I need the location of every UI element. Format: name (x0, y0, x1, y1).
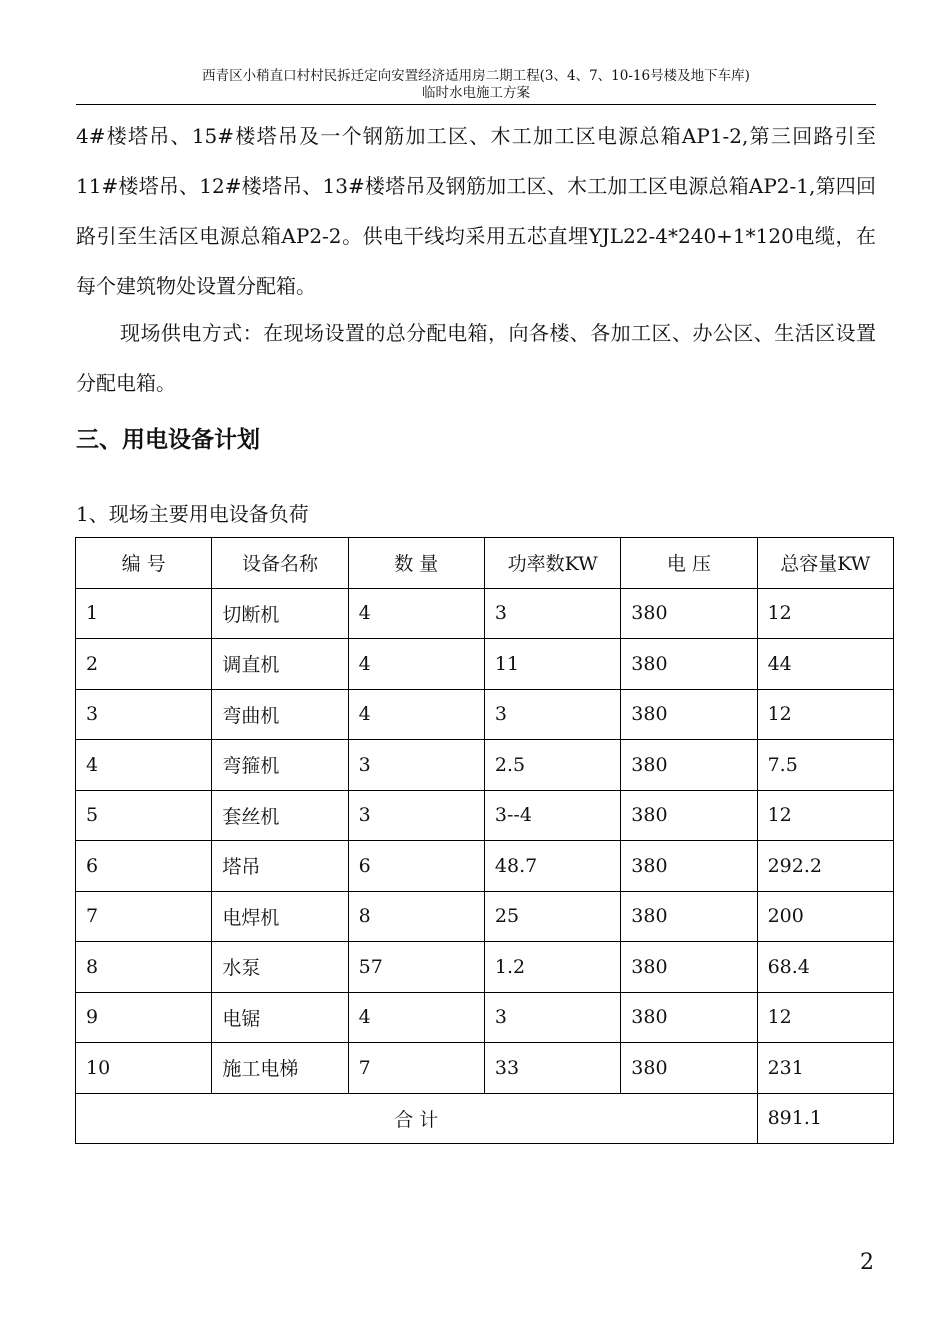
table-cell: 9 (76, 992, 212, 1043)
table-cell: 套丝机 (212, 790, 348, 841)
table-cell: 380 (621, 588, 757, 639)
table-cell: 调直机 (212, 639, 348, 690)
table-cell: 231 (757, 1043, 893, 1094)
table-cell: 7.5 (757, 740, 893, 791)
table-cell: 380 (621, 891, 757, 942)
table-cell: 25 (484, 891, 620, 942)
table-cell: 电锯 (212, 992, 348, 1043)
table-cell: 4 (348, 588, 484, 639)
table-row (76, 639, 894, 690)
table-cell: 380 (621, 790, 757, 841)
total-label: 合 计 (76, 1093, 758, 1144)
section-heading: 三、用电设备计划 (76, 427, 260, 453)
table-cell: 68.4 (757, 942, 893, 993)
header-cell: 电 压 (621, 538, 757, 589)
body-paragraph-2: 现场供电方式：在现场设置的总分配电箱，向各楼、各加工区、办公区、生活区设置分配电箱。 (76, 321, 876, 395)
header-doc-title: 临时水电施工方案 (422, 85, 530, 101)
table-cell: 380 (621, 1043, 757, 1094)
table-cell: 12 (757, 689, 893, 740)
header-divider (76, 104, 876, 105)
table-cell: 3 (484, 992, 620, 1043)
table-cell: 44 (757, 639, 893, 690)
header-cell: 设备名称 (212, 538, 348, 589)
table-cell: 4 (348, 689, 484, 740)
table-cell: 380 (621, 689, 757, 740)
table-cell: 3--4 (484, 790, 620, 841)
table-cell: 弯曲机 (212, 689, 348, 740)
table-cell: 切断机 (212, 588, 348, 639)
table-row (76, 689, 894, 740)
table-cell: 8 (76, 942, 212, 993)
table-cell: 8 (348, 891, 484, 942)
table-cell: 4 (348, 992, 484, 1043)
header-project-title: 西青区小稍直口村村民拆迁定向安置经济适用房二期工程(3、4、7、10-16号楼及地下车库) (202, 68, 750, 84)
table-cell: 380 (621, 942, 757, 993)
table-cell: 4 (348, 639, 484, 690)
table-cell: 电焊机 (212, 891, 348, 942)
table-cell: 12 (757, 992, 893, 1043)
table-cell: 57 (348, 942, 484, 993)
table-row (76, 588, 894, 639)
table-cell: 3 (76, 689, 212, 740)
table-cell: 380 (621, 639, 757, 690)
table-cell: 3 (484, 689, 620, 740)
table-cell: 施工电梯 (212, 1043, 348, 1094)
table-cell: 10 (76, 1043, 212, 1094)
table-cell: 1.2 (484, 942, 620, 993)
table-cell: 7 (348, 1043, 484, 1094)
table-row (76, 740, 894, 791)
table-cell: 380 (621, 740, 757, 791)
table-header-row (76, 538, 894, 589)
table-total-row (76, 1093, 894, 1144)
table-cell: 380 (621, 841, 757, 892)
table-cell: 2 (76, 639, 212, 690)
table-cell: 3 (484, 588, 620, 639)
header-cell: 数 量 (348, 538, 484, 589)
table-cell: 水泵 (212, 942, 348, 993)
table-cell: 6 (348, 841, 484, 892)
table-cell: 3 (348, 790, 484, 841)
total-value: 891.1 (757, 1093, 893, 1144)
table-cell: 48.7 (484, 841, 620, 892)
body-paragraph-1: 4#楼塔吊、15#楼塔吊及一个钢筋加工区、木工加工区电源总箱AP1-2,第三回路引至11#楼塔吊、12#楼塔吊、13#楼塔吊及钢筋加工区、木工加工区电源总箱AP2-1,第四回路引至生活区电源总箱AP2-2。供电干线均采用五芯直埋YJL22-4*240+1*120电缆，在每个建筑物处设置分配箱。 (76, 124, 876, 298)
page-number: 2 (860, 1250, 874, 1275)
document-header (76, 68, 876, 102)
table-row (76, 841, 894, 892)
table-cell: 4 (76, 740, 212, 791)
table-cell: 380 (621, 992, 757, 1043)
table-cell: 6 (76, 841, 212, 892)
table-cell: 7 (76, 891, 212, 942)
table-row (76, 891, 894, 942)
table-cell: 12 (757, 588, 893, 639)
table-row (76, 992, 894, 1043)
table-caption: 1、现场主要用电设备负荷 (76, 502, 309, 526)
table-cell: 弯箍机 (212, 740, 348, 791)
table-row (76, 942, 894, 993)
table-row (76, 1043, 894, 1094)
header-cell: 功率数KW (484, 538, 620, 589)
table-cell: 1 (76, 588, 212, 639)
header-cell: 编 号 (76, 538, 212, 589)
table-row (76, 790, 894, 841)
table-cell: 塔吊 (212, 841, 348, 892)
table-cell: 33 (484, 1043, 620, 1094)
table-cell: 200 (757, 891, 893, 942)
table-cell: 5 (76, 790, 212, 841)
table-cell: 11 (484, 639, 620, 690)
header-cell: 总容量KW (757, 538, 893, 589)
table-cell: 3 (348, 740, 484, 791)
equipment-load-table (75, 537, 894, 1144)
table-cell: 292.2 (757, 841, 893, 892)
table-cell: 2.5 (484, 740, 620, 791)
table-cell: 12 (757, 790, 893, 841)
